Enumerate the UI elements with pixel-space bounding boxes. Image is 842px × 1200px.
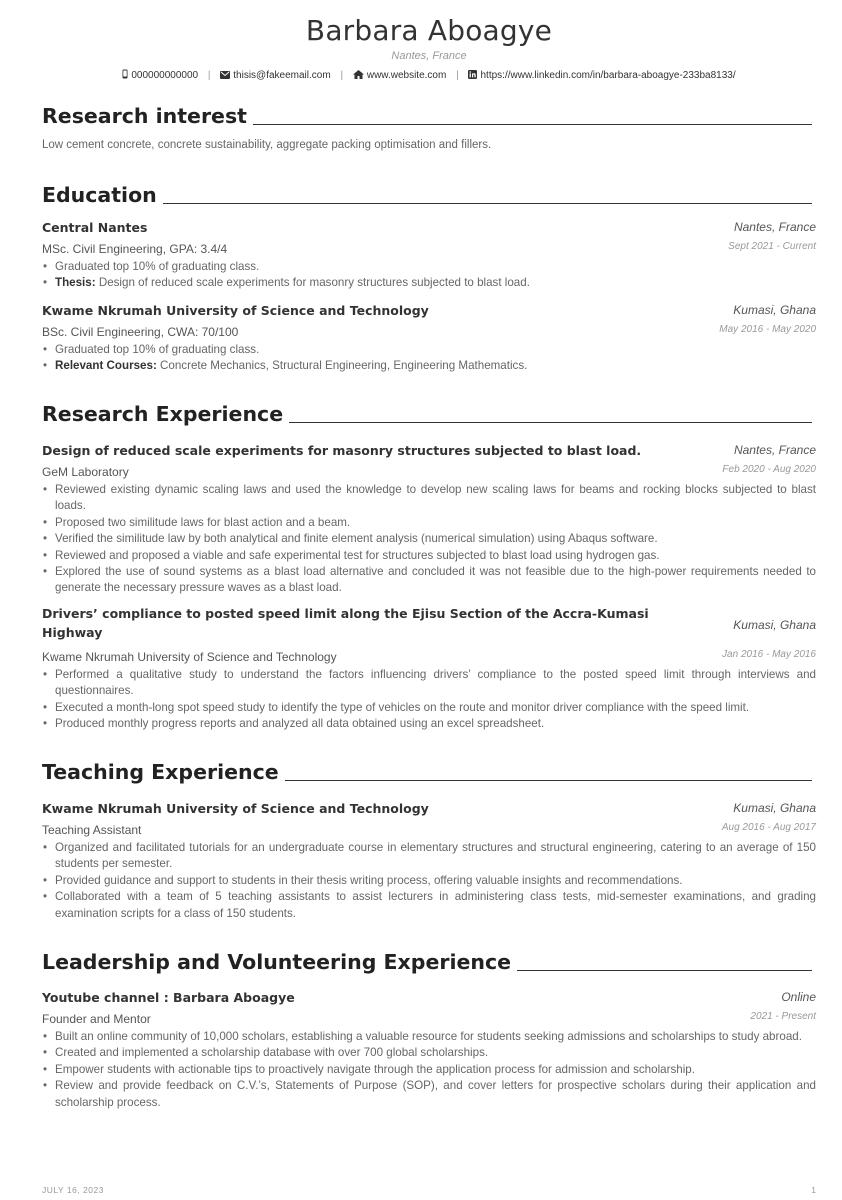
section-title: Research interest	[42, 104, 247, 128]
list-item: • Produced monthly progress reports and analyzed all data obtained using an excel spreadsheet.	[42, 716, 816, 732]
research-bullets	[42, 667, 816, 733]
degree-row	[42, 323, 816, 341]
list-item: • Empower students with actionable tips to proactively navigate through the application process for admission and scholarship.	[42, 1062, 816, 1078]
project-title-line-1: Drivers’ compliance to posted speed limit along the Ejisu Section of the Accra-Kumasi	[42, 606, 649, 621]
section-title: Leadership and Volunteering Experience	[42, 950, 512, 974]
candidate-location: Nantes, France	[391, 50, 467, 62]
teaching-entry	[42, 800, 816, 818]
list-item: • Graduated top 10% of graduating class.	[42, 342, 816, 358]
list-item: • Organized and facilitated tutorials for an undergraduate course in elementary structures and structural engineering, catering to an average of 150 students per semester.	[42, 840, 816, 873]
project-org-row	[42, 648, 816, 666]
list-item: • Verified the similitude law by both analytical and finite element analysis (numerical simulation) using Abaqus software.	[42, 531, 816, 547]
list-item: • Provided guidance and support to students in their thesis writing process, offering valuable insights and recommendations.	[42, 873, 816, 889]
research-bullets	[42, 482, 816, 597]
research-interest-heading	[42, 106, 816, 127]
project-title-line-2: Highway	[42, 625, 103, 640]
section-title: Research Experience	[42, 402, 284, 426]
section-rule	[289, 422, 812, 423]
list-item: • Performed a qualitative study to understand the factors influencing drivers’ compliance to the posted speed limit through interviews and questionnaires.	[42, 667, 816, 700]
role-title: Founder and Mentor	[42, 1012, 151, 1026]
degree-row	[42, 240, 816, 258]
project-org-row	[42, 463, 816, 481]
project-org: GeM Laboratory	[42, 465, 129, 479]
email-address: thisis@fakeemail.com	[233, 70, 331, 81]
contact-separator: |	[207, 70, 211, 81]
role-title: Teaching Assistant	[42, 823, 142, 837]
education-entry-knust	[42, 302, 816, 320]
list-item: • Proposed two similitude laws for blast action and a beam.	[42, 515, 816, 531]
degree: BSc. Civil Engineering, CWA: 70/100	[42, 325, 239, 339]
linkedin-icon	[468, 70, 477, 79]
date-range: Sept 2021 - Current	[728, 241, 816, 252]
organization-location: Online	[781, 990, 816, 1004]
research-experience-heading	[42, 404, 816, 425]
institution-name: Kwame Nkrumah University of Science and Technology	[42, 801, 429, 816]
contact-separator: |	[340, 70, 344, 81]
project-org: Kwame Nkrumah University of Science and Technology	[42, 650, 337, 664]
leadership-heading	[42, 952, 816, 973]
envelope-icon	[220, 71, 230, 79]
section-rule	[253, 124, 812, 125]
list-item: • Relevant Courses: Concrete Mechanics, Structural Engineering, Engineering Mathematics.	[42, 358, 816, 374]
organization-name: Youtube channel : Barbara Aboagye	[42, 990, 295, 1005]
project-location: Nantes, France	[733, 443, 816, 457]
leadership-entry	[42, 989, 816, 1007]
project-location: Kumasi, Ghana	[733, 618, 816, 632]
list-item: • Executed a month-long spot speed study to identify the type of vehicles on the route and monitor driver compliance with the speed limit.	[42, 700, 816, 716]
mobile-phone-icon	[122, 69, 128, 79]
institution-location: Nantes, France	[733, 220, 816, 234]
list-item: • Explored the use of sound systems as a blast load alternative and concluded it was not feasible due to the high-power requirements needed to generate the necessary pressure waves as a blast load.	[42, 564, 816, 597]
phone-number: 000000000000	[131, 70, 199, 81]
role-row	[42, 1010, 816, 1028]
date-range: Feb 2020 - Aug 2020	[722, 464, 816, 475]
degree: MSc. Civil Engineering, GPA: 3.4/4	[42, 242, 228, 256]
list-item: • Reviewed existing dynamic scaling laws and used the knowledge to develop new scaling laws for beams and rocking blocks subjected to blast loads.	[42, 482, 816, 515]
contact-bar	[42, 69, 816, 81]
date-range: 2021 - Present	[750, 1011, 816, 1022]
section-rule	[163, 203, 812, 204]
website-contact[interactable]	[353, 70, 446, 81]
date-range: May 2016 - May 2020	[719, 324, 816, 335]
email-contact[interactable]	[220, 70, 330, 81]
list-item: • Thesis: Design of reduced scale experiments for masonry structures subjected to blast load.	[42, 275, 816, 291]
section-title: Education	[42, 183, 157, 207]
teaching-bullets	[42, 840, 816, 922]
contact-separator: |	[456, 70, 459, 81]
education-entry-central-nantes	[42, 219, 816, 237]
education-bullets	[42, 259, 816, 292]
education-bullets	[42, 342, 816, 375]
list-item: • Review and provide feedback on C.V.’s, Statements of Purpose (SOP), and cover letters for prospective scholars during their application and scholarship process.	[42, 1078, 816, 1111]
page-number: 1	[811, 1185, 816, 1195]
list-item: • Collaborated with a team of 5 teaching assistants to assist lecturers in administering class tests, mid-semester examinations, and grading examination scripts for a class of 150 students.	[42, 889, 816, 922]
list-item: • Created and implemented a scholarship database with over 700 global scholarships.	[42, 1045, 816, 1061]
list-item: • Reviewed and proposed a viable and safe experimental test for structures subjected to blast load using hydrogen gas.	[42, 548, 816, 564]
section-title: Teaching Experience	[42, 760, 279, 784]
phone-contact[interactable]	[122, 70, 198, 81]
website-url: www.website.com	[366, 70, 447, 81]
section-rule	[517, 970, 812, 971]
list-item: • Built an online community of 10,000 scholars, establishing a valuable resource for students seeking admissions and scholarships to study abroad.	[42, 1029, 816, 1045]
leadership-bullets	[42, 1029, 816, 1111]
list-item: • Graduated top 10% of graduating class.	[42, 259, 816, 275]
institution-name: Kwame Nkrumah University of Science and Technology	[42, 303, 429, 318]
date-range: Jan 2016 - May 2016	[722, 649, 816, 660]
linkedin-url: https://www.linkedin.com/in/barbara-aboagye-233ba8133/	[480, 70, 736, 81]
linkedin-contact[interactable]	[468, 70, 735, 81]
institution-name: Central Nantes	[42, 220, 148, 235]
role-row	[42, 821, 816, 839]
institution-location: Kumasi, Ghana	[733, 303, 816, 317]
home-icon	[353, 70, 364, 79]
candidate-name: Barbara Aboagye	[305, 14, 553, 47]
education-heading	[42, 185, 816, 206]
institution-location: Kumasi, Ghana	[733, 801, 816, 815]
section-rule	[285, 780, 812, 781]
research-entry-blast	[42, 442, 816, 460]
project-title: Design of reduced scale experiments for masonry structures subjected to blast load.	[42, 443, 642, 458]
teaching-experience-heading	[42, 762, 816, 783]
research-entry-speed-limit	[42, 606, 816, 640]
footer-date: JULY 16, 2023	[42, 1185, 104, 1195]
date-range: Aug 2016 - Aug 2017	[721, 822, 816, 833]
research-interest-text: Low cement concrete, concrete sustainability, aggregate packing optimisation and fillers.	[42, 139, 492, 151]
